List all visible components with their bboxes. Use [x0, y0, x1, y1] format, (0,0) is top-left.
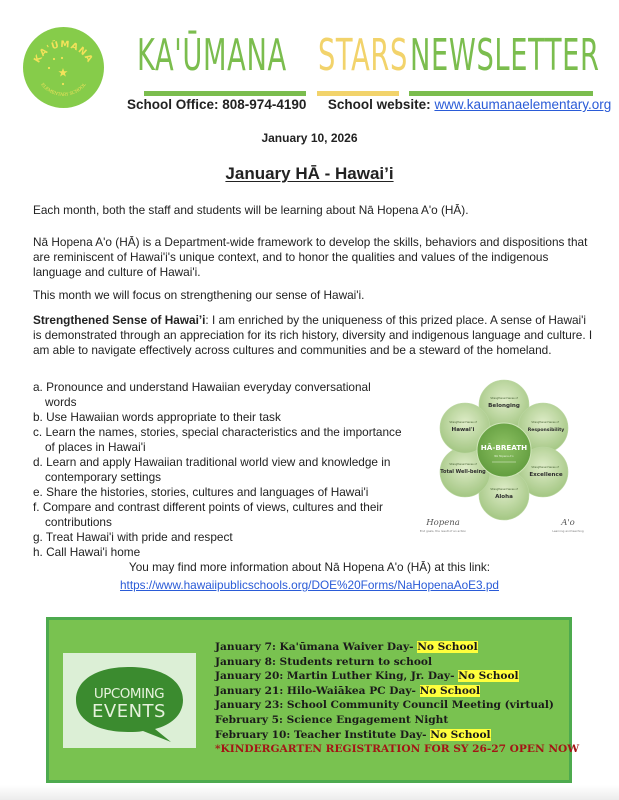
event-item: February 5: Science Engagement Night: [215, 713, 449, 726]
office-phone: 808-974-4190: [222, 97, 307, 112]
masthead-underline-yellow: [317, 91, 399, 96]
newsletter-date: January 10, 2026: [261, 131, 358, 145]
goal-item: c. Learn the names, stories, special characteristics and the importance of places in Hawai'i: [33, 425, 402, 454]
svg-text:End goals, the result of an ac: End goals, the result of an action: [419, 529, 467, 533]
strength-label: Strengthened Sense of Hawai’i: [33, 313, 206, 327]
event-item: January 8: Students return to school: [215, 655, 432, 668]
event-item: January 20: Martin Luther King, Jr. Day- No School: [215, 670, 519, 683]
goal-item: b. Use Hawaiian words appropriate to their task: [33, 410, 281, 424]
svg-text:Learning and teaching: Learning and teaching: [552, 529, 584, 533]
upcoming-events-badge: [63, 653, 196, 748]
school-logo: [23, 27, 104, 108]
more-info-link[interactable]: https://www.hawaiipublicschools.org/DOE%20Forms/NaHopenaAoE3.pd: [120, 578, 499, 592]
svg-text:Strengthened Sense of: Strengthened Sense of: [531, 466, 559, 469]
star-logo-icon: [23, 27, 104, 108]
masthead-underline-green: [144, 91, 306, 96]
office-label: School Office:: [127, 97, 219, 112]
svg-text:Total Well-being: Total Well-being: [440, 469, 486, 475]
goal-item: a. Pronounce and understand Hawaiian everyday conversational words: [33, 380, 371, 409]
page-bottom-shadow: [0, 785, 619, 800]
page-title: January HĀ - Hawai’i: [225, 164, 394, 183]
kindergarten-notice: *KINDERGARTEN REGISTRATION FOR SY 26-27 OPEN NOW: [215, 743, 580, 756]
more-info-text: You may find more information about Nā Hopena A'o (HĀ) at this link:: [128, 560, 491, 574]
masthead-word-kaumana: KA'ŪMANA: [137, 30, 287, 81]
svg-text:Strengthened Sense of: Strengthened Sense of: [490, 488, 518, 491]
event-item: February 10: Teacher Institute Day- No School: [215, 728, 491, 741]
events-list: [215, 640, 579, 757]
svg-text:UPCOMING: UPCOMING: [93, 686, 165, 702]
intro-paragraph: Each month, both the staff and students will be learning about Nā Hopena A'o (HĀ).: [33, 203, 469, 217]
svg-text:Excellence: Excellence: [529, 472, 563, 478]
no-school-highlight: No School: [419, 684, 480, 697]
goal-item: h. Call Hawai'i home: [33, 545, 141, 559]
svg-text:Strengthened Sense of: Strengthened Sense of: [449, 463, 477, 466]
speech-bubble-icon: [63, 653, 196, 748]
svg-text:Hopena: Hopena: [426, 518, 460, 528]
svg-text:Responsibility: Responsibility: [527, 428, 565, 433]
masthead-underline-green: [409, 91, 593, 96]
svg-text:Strengthened Sense of: Strengthened Sense of: [490, 397, 518, 400]
svg-text:EVENTS: EVENTS: [92, 701, 166, 722]
svg-text:ELEMENTARY SCHOOL: ELEMENTARY SCHOOL: [40, 81, 87, 97]
svg-text:KA'ŪMANA: KA'ŪMANA: [32, 39, 95, 65]
goal-item: d. Learn and apply Hawaiian traditional world view and knowledge in contemporary settings: [33, 455, 391, 484]
more-info-link-row: [0, 578, 619, 592]
no-school-highlight: No School: [417, 641, 478, 653]
svg-text:Belonging: Belonging: [488, 403, 520, 409]
svg-text:Nā Hopena A'o: Nā Hopena A'o: [494, 455, 514, 458]
focus-paragraph: This month we will focus on strengthening our sense of Hawai'i.: [33, 288, 365, 302]
website-label: School website:: [327, 97, 431, 112]
contact-line: [127, 97, 611, 112]
strength-text: : I am enriched by the uniqueness of this prized place. A sense of Hawai'i is demonstrated through an appreciation for its rich history, diversity and indigenous language and culture. I am able to navigate effectively across cultures and communities and be a steward of the homeland.: [33, 313, 593, 357]
strength-paragraph: [33, 313, 593, 358]
ha-breath-diagram: [408, 378, 598, 538]
svg-text:HĀ-BREATH: HĀ-BREATH: [480, 443, 528, 452]
website-link[interactable]: www.kaumanaelementary.org: [434, 97, 612, 112]
upcoming-events-box: [46, 617, 580, 783]
svg-text:Strengthened Sense of: Strengthened Sense of: [449, 421, 477, 424]
goals-list: [33, 380, 403, 560]
goal-item: g. Treat Hawai'i with pride and respect: [33, 530, 233, 544]
event-item: January 23: School Community Council Meeting (virtual): [215, 699, 554, 712]
no-school-highlight: No School: [458, 670, 519, 683]
no-school-highlight: No School: [430, 728, 491, 741]
masthead-word-newsletter: NEWSLETTER: [410, 30, 600, 81]
svg-text:A'o: A'o: [561, 518, 575, 528]
svg-text:Strengthened Sense of: Strengthened Sense of: [531, 421, 559, 424]
framework-paragraph: Nā Hopena A'o (HĀ) is a Department-wide framework to develop the skills, behaviors and dispositions that are reminiscent of Hawai'i's unique context, and to honor the qualities and values of the indigenous language and culture of Hawai'i.: [33, 235, 588, 279]
masthead-word-stars: STARS: [318, 30, 408, 81]
event-item: January 7: Ka'ūmana Waiver Day- No School: [215, 641, 478, 653]
svg-text:Hawai'i: Hawai'i: [451, 427, 475, 433]
event-item: January 21: Hilo-Waiākea PC Day- No School: [215, 684, 480, 697]
svg-text:Aloha: Aloha: [495, 494, 513, 500]
goal-item: e. Share the histories, stories, cultures and languages of Hawai'i: [33, 485, 369, 499]
goal-item: f. Compare and contrast different points of views, cultures and their contributions: [33, 500, 383, 529]
